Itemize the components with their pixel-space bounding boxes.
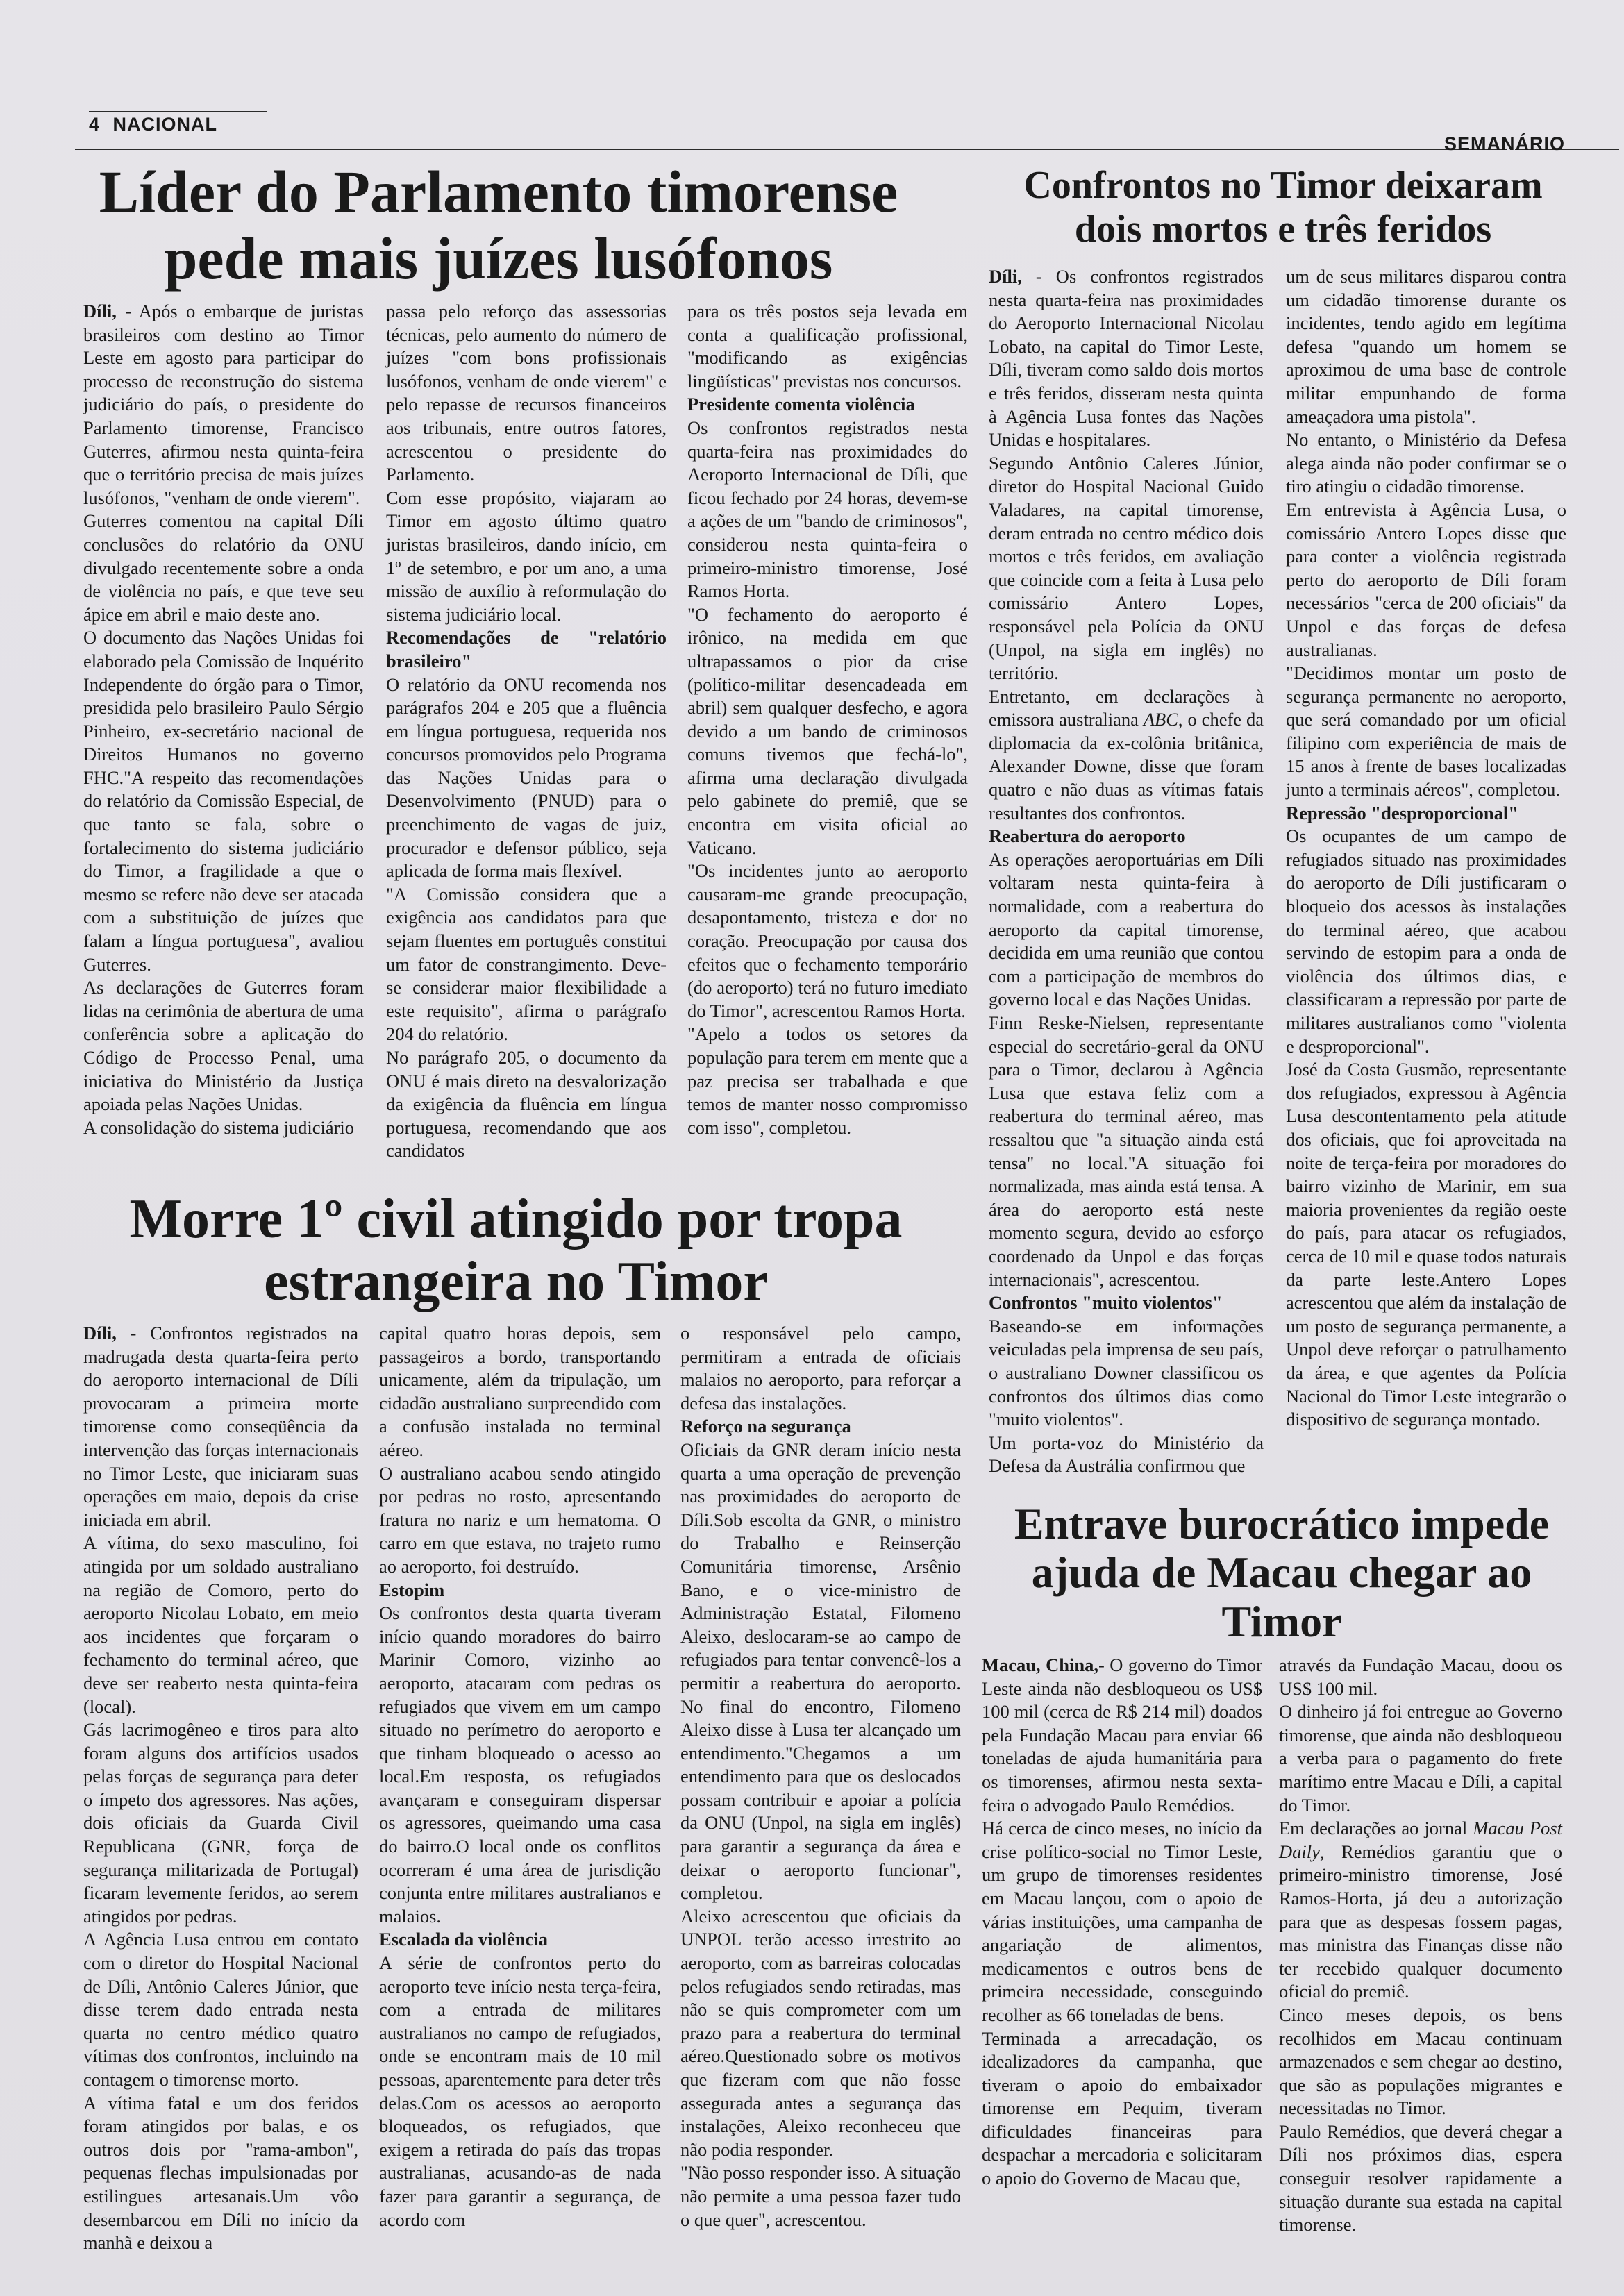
paragraph xyxy=(83,1532,358,1718)
article-1-col-1 xyxy=(83,300,364,1139)
paragraph-text: o responsável pelo campo, permitiram a entrada de oficiais malaios no aeroporto, para reforçar a defesa das instalações. xyxy=(680,1323,961,1414)
article-1-col-2 xyxy=(386,300,667,1163)
paragraph xyxy=(379,1952,661,2231)
article-2-col-1 xyxy=(989,265,1264,1478)
paragraph-text: Guterres comentou na capital Díli conclusões do relatório da ONU divulgado recentemente sobre a onda de violência no país, e que teve seu ápice em abril e maio deste ano. xyxy=(83,510,364,625)
paragraph-text: José da Costa Gusmão, representante dos refugiados, expressou à Agência Lusa descontentamento pela atitude dos oficiais, que foi aproveitada na noite de terça-feira por moradores do bairro vizinho de Marinir, em sua maioria provenientes da região oeste do país, para atacar os refugiados, cerca de 10 mil e quase todos naturais da parte leste.Antero Lopes acrescentou que além da instalação de um posto de segurança permanente, a Unpol deve reforçar o patrulhamento da área, e que agentes da Polícia Nacional do Timor Leste integrarão o dispositivo de segurança montado. xyxy=(1286,1059,1566,1430)
paragraph xyxy=(1286,825,1566,1058)
paragraph xyxy=(989,452,1264,685)
headline-line: dois mortos e três feridos xyxy=(1074,207,1492,251)
paragraph xyxy=(379,1462,661,1579)
paragraph-text: A consolidação do sistema judiciário xyxy=(83,1116,355,1138)
paragraph-text: - Confrontos registrados na madrugada desta quarta-feira perto do aeroporto internacional de Díli provocaram a primeira morte timorense como conseqüência da intervenção das forças internacionais no Timor Leste, que iniciaram suas operações em maio, depois da crise iniciada em abril. xyxy=(83,1323,358,1530)
paragraph-text: A vítima fatal e um dos feridos foram atingidos por balas, e os outros dois por "rama-ambon", pequenas flechas impulsionadas por estilingues artesanais.Um vôo desembarcou em Díli no início da manhã e deixou a xyxy=(83,2092,358,2254)
paragraph-text: A Agência Lusa entrou em contato com o diretor do Hospital Nacional de Díli, Antônio Caleres Júnior, que disse terem dado entrada nesta quarta no centro médico quatro vítimas dos confrontos, incluindo na contagem o timorense morto. xyxy=(83,1929,358,2090)
paragraph xyxy=(989,265,1264,452)
paragraph-text: Reabertura do aeroporto xyxy=(989,826,1186,847)
paragraph-text: , o chefe da diplomacia da ex-colônia britânica, Alexander Downe, disse que foram quatro e não duas as vítimas fatais resultantes dos confrontos. xyxy=(989,709,1264,823)
paragraph xyxy=(989,848,1264,1012)
paragraph xyxy=(989,1315,1264,1432)
paragraph-text: Repressão "desproporcional" xyxy=(1286,802,1518,823)
paragraph-text: Entretanto, em declarações à emissora australiana xyxy=(989,685,1264,730)
paragraph xyxy=(83,300,364,510)
paragraph-text: Em declarações ao jornal xyxy=(1279,1818,1473,1839)
masthead: SEMANÁRIO xyxy=(1443,133,1565,154)
paragraph-text: um de seus militares disparou contra um cidadão timorense durante os incidentes, tendo agido em legítima defesa "quando um homem se aproximou de uma base de controle militar empunhando de forma ameaçadora uma pistola". xyxy=(1286,266,1566,427)
paragraph xyxy=(680,1439,961,1905)
paragraph xyxy=(687,603,968,860)
paragraph-text: Reforço na segurança xyxy=(680,1416,851,1437)
paragraph-text: O dinheiro já foi entregue ao Governo timorense, que ainda não desbloqueou a verba para o pagamento do frete marítimo entre Macau e Díli, a capital do Timor. xyxy=(1279,1701,1562,1816)
headline-line: Líder do Parlamento timorense xyxy=(99,158,898,225)
paragraph-text: "Decidimos montar um posto de segurança permanente no aeroporto, que será comandado por um oficial filipino com experiência de mais de 15 anos à frente de bases localizadas junto a terminais aéreos", completou. xyxy=(1286,662,1566,801)
paragraph-text: Os ocupantes de um campo de refugiados situado nas proximidades do aeroporto de Díli justificaram o bloqueio dos acessos às instalações do terminal aéreo, que acabou servindo de estopim para a onda de violência dos últimos dias, e classificaram a repressão por parte de militares australianos como "violenta e desproporcional". xyxy=(1286,826,1566,1057)
paragraph-text: Presidente comenta violência xyxy=(687,394,915,415)
paragraph-text: Terminada a arrecadação, os idealizadores da campanha, que tiveram o apoio do embaixador timorense em Pequim, tiveram dificuldades financeiras para despachar a mercadoria e solicitaram o apoio do Governo de Macau que, xyxy=(982,2027,1262,2189)
dateline: Macau, China, xyxy=(982,1654,1098,1675)
page-number: 4 xyxy=(89,114,101,135)
subheading xyxy=(1286,802,1566,826)
italic-name: ABC xyxy=(1143,709,1178,730)
article-1-col-3 xyxy=(687,300,968,1139)
paragraph-text: "Não posso responder isso. A situação não permite a uma pessoa fazer tudo o que quer", acrescentou. xyxy=(680,2162,961,2230)
paragraph-text: As declarações de Guterres foram lidas na cerimônia de abertura de uma conferência sobre a aplicação do Código de Processo Penal, uma iniciativa do Ministério da Justiça apoiada pelas Nações Unidas. xyxy=(83,977,364,1115)
paragraph-text: capital quatro horas depois, sem passageiros a bordo, transportando unicamente, além da tripulação, um cidadão australiano surpreendido com a confusão instalada no terminal aéreo. xyxy=(379,1323,661,1460)
headline-line: Entrave burocrático impede xyxy=(1014,1499,1550,1548)
paragraph xyxy=(1286,1058,1566,1432)
paragraph-text: Gás lacrimogêneo e tiros para alto foram alguns dos artifícios usados pelas forças de segurança para deter o ímpeto dos agressores. Nas ações, dois oficiais da Guarda Civil Republicana (GNR, força de segurança militarizada de Portugal) ficaram levemente feridos, ao serem atingidos por pedras. xyxy=(83,1719,358,1927)
paragraph xyxy=(680,2161,961,2231)
paragraph xyxy=(1279,1700,1562,1817)
paragraph xyxy=(386,883,667,1046)
paragraph xyxy=(687,300,968,393)
article-4-col-1 xyxy=(982,1654,1262,2190)
paragraph-text: A série de confrontos perto do aeroporto teve início nesta terça-feira, com a entrada de militares australianos no campo de refugiados, onde se encontram mais de 10 mil pessoas, aparentemente para deter três delas.Com os acessos ao aeroporto bloqueados, os refugiados, que exigem a retirada do país das tropas australianas, acusando-as de nada fazer para garantir a segurança, de acordo com xyxy=(379,1952,661,2230)
paragraph-text: Em entrevista à Agência Lusa, o comissário Antero Lopes disse que para conter a violência registrada perto do aeroporto de Díli foram necessários "cerca de 200 oficiais" da Unpol e das forças de defesa australianas. xyxy=(1286,498,1566,660)
headline-line: Confrontos no Timor deixaram xyxy=(1023,164,1543,207)
subheading xyxy=(989,825,1264,848)
paragraph xyxy=(83,1718,358,1928)
paragraph-text: Aleixo acrescentou que oficiais da UNPOL terão acesso irrestrito ao aeroporto, com as barreiras colocadas pelos refugiados sendo retiradas, mas não se quis comprometer com um prazo para a reabertura do terminal aéreo.Questionado sobre os motivos que fizeram com que não fosse assegurada antes a segurança das instalações, Aleixo reconheceu que não podia responder. xyxy=(680,1905,961,2160)
subheading xyxy=(680,1415,961,1439)
paragraph xyxy=(687,417,968,603)
header-rule xyxy=(75,149,1507,150)
subheading xyxy=(989,1291,1264,1315)
article-2-col-2 xyxy=(1286,265,1566,1432)
paragraph xyxy=(680,1322,961,1415)
subheading xyxy=(687,393,968,417)
paragraph-text: Cinco meses depois, os bens recolhidos em Macau continuam armazenados e sem chegar ao destino, que são as populações migrantes e necessitadas no Timor. xyxy=(1279,2004,1562,2119)
paragraph-text: As operações aeroportuárias em Díli voltaram nesta quinta-feira à normalidade, com a reabertura do aeroporto da capital timorense, decidida em uma reunião que contou com a participação de membros do governo local e das Nações Unidas. xyxy=(989,848,1264,1010)
headline-line: estrangeira no Timor xyxy=(264,1250,768,1312)
paragraph xyxy=(83,1928,358,2091)
dateline: Díli, xyxy=(989,266,1022,287)
paragraph-text: Finn Reske-Nielsen, representante especial do secretário-geral da ONU para o Timor, declarou à Agência Lusa que estava feliz com a reabertura do terminal aéreo, mas ressaltou que "a situação ainda está tensa" no local."A situação foi normalizada, mas ainda está tensa. A área do aeroporto está neste momento segura, devido ao esforço coordenado da Unpol e das forças internacionais", acrescentou. xyxy=(989,1012,1264,1290)
paragraph-text: A vítima, do sexo masculino, foi atingida por um soldado australiano na região de Comoro, perto do aeroporto Nicolau Lobato, em meio aos incidentes que forçaram o fechamento do terminal aéreo, que deve ser reaberto nesta quinta-feira (local). xyxy=(83,1532,358,1717)
headline-line: Morre 1º civil atingido por tropa xyxy=(129,1189,903,1250)
paragraph xyxy=(83,1116,364,1140)
section-name: NACIONAL xyxy=(112,114,218,135)
paragraph-text: Os confrontos registrados nesta quarta-feira nas proximidades do Aeroporto Internacional de Díli, que ficou fechado por 24 horas, devem-se a ações de um "bando de criminosos", considerou nesta quinta-feira o primeiro-ministro timorense, José Ramos Horta. xyxy=(687,417,968,602)
paragraph-text: Segundo Antônio Caleres Júnior, diretor do Hospital Nacional Guido Valadares, na capital timorense, deram entrada no centro médico dois mortos e três feridos, em avaliação que coincide com a feita à Lusa pelo comissário Antero Lopes, responsável pela Polícia da ONU (Unpol, na sigla em inglês) no território. xyxy=(989,452,1264,684)
paragraph xyxy=(1286,265,1566,428)
paragraph xyxy=(1286,498,1566,662)
paragraph-text: Há cerca de cinco meses, no início da crise político-social no Timor Leste, um grupo de timorenses residentes em Macau lançou, com o apoio de várias instituições, uma campanha de angariação de alimentos, medicamentos e outros bens de primeira necessidade, conseguindo recolher as 66 toneladas de bens. xyxy=(982,1818,1262,2025)
paragraph-text: Um porta-voz do Ministério da Defesa da Austrália confirmou que xyxy=(989,1432,1264,1477)
paragraph-text: - O governo do Timor Leste ainda não desbloqueou os US$ 100 mil (cerca de R$ 214 mil) doados pela Fundação Macau para enviar 66 toneladas de ajuda humanitária para os timorenses, afirmou nesta sexta-feira o advogado Paulo Remédios. xyxy=(982,1654,1262,1816)
subheading xyxy=(379,1928,661,1952)
page-header xyxy=(89,114,217,135)
paragraph xyxy=(1286,428,1566,498)
paragraph xyxy=(83,510,364,626)
paragraph-text: "A Comissão considera que a exigência aos candidatos para que sejam fluentes em português constitui um fator de constrangimento. Deve-se considerar maior flexibilidade a este requisito", afirma o parágrafo 204 do relatório. xyxy=(386,883,667,1045)
paragraph xyxy=(83,1322,358,1532)
paragraph xyxy=(386,300,667,487)
paragraph xyxy=(386,1046,667,1163)
paragraph xyxy=(680,1905,961,2162)
article-3-col-1 xyxy=(83,1322,358,2255)
paragraph-text: passa pelo reforço das assessorias técnicas, pelo aumento do número de juízes "com bons profissionais lusófonos, venham de onde vierem" e pelo repasse de recursos financeiros aos tribunais, entre outros fatores, acrescentou o presidente do Parlamento. xyxy=(386,301,667,485)
paragraph-text: através da Fundação Macau, doou os US$ 100 mil. xyxy=(1279,1654,1562,1699)
paragraph xyxy=(982,1654,1262,1817)
article-2-headline xyxy=(986,164,1580,251)
paragraph xyxy=(989,1012,1264,1291)
paragraph xyxy=(83,626,364,976)
dateline: Díli, xyxy=(83,301,117,321)
paragraph xyxy=(687,1023,968,1139)
paragraph xyxy=(386,487,667,627)
headline-line: pede mais juízes lusófonos xyxy=(164,225,833,292)
article-4-col-2 xyxy=(1279,1654,1562,2237)
paragraph-text: "Os incidentes junto ao aeroporto causaram-me grande preocupação, desapontamento, tristeza e dor no coração. Preocupação por causa dos efeitos que o fechamento temporário (do aeroporto) terá no futuro imediato do Timor", acrescentou Ramos Horta. xyxy=(687,860,968,1021)
paragraph xyxy=(83,2092,358,2255)
paragraph xyxy=(982,2027,1262,2190)
paragraph-text: O australiano acabou sendo atingido por pedras no rosto, apresentando fratura no nariz e um hematoma. O carro em que estava, no trajeto rumo ao aeroporto, foi destruído. xyxy=(379,1462,661,1577)
paragraph-text: para os três postos seja levada em conta a qualificação profissional, "modificando as exigências lingüísticas" previstas nos concursos. xyxy=(687,301,968,392)
headline-line: ajuda de Macau chegar ao xyxy=(1031,1548,1532,1598)
paragraph-text: No entanto, o Ministério da Defesa alega ainda não poder confirmar se o tiro atingiu o cidadão timorense. xyxy=(1286,429,1566,497)
article-3-headline xyxy=(75,1189,957,1313)
article-3-col-2 xyxy=(379,1322,661,2231)
italic-name: Macau Post Daily xyxy=(1279,1818,1562,1862)
paragraph xyxy=(83,976,364,1116)
subheading xyxy=(379,1579,661,1602)
paragraph-text: - Os confrontos registrados nesta quarta-feira nas proximidades do Aeroporto Internacional Nicolau Lobato, na capital do Timor Leste, Díli, tiveram como saldo dois mortos e três feridos, disseram nesta quinta à Agência Lusa fontes das Nações Unidas e hospitalares. xyxy=(989,266,1264,451)
paragraph xyxy=(1279,2120,1562,2237)
paragraph-text: Oficiais da GNR deram início nesta quarta a uma operação de prevenção nas proximidades do aeroporto de Díli.Sob escolta da GNR, o ministro do Trabalho e Reinserção Comunitária timorense, Arsênio Bano, e o vice-ministro de Administração Estatal, Filomeno Aleixo, deslocaram-se ao campo de refugiados para tentar convencê-los a permitir a reabertura do aeroporto. No final do encontro, Filomeno Aleixo disse à Lusa ter alcançado um entendimento."Chegamos a um entendimento para que os deslocados possam contribuir e apoiar a polícia da ONU (Unpol, na sigla em inglês) para garantir a segurança da área e deixar o aeroporto funcionar", completou. xyxy=(680,1439,961,1904)
paragraph-text: Estopim xyxy=(379,1579,445,1600)
paragraph-text: No parágrafo 205, o documento da ONU é mais direto na desvalorização da exigência da fluência em língua portuguesa, recomendando que aos candidatos xyxy=(386,1047,667,1162)
article-4-headline xyxy=(983,1500,1580,1646)
article-1-headline xyxy=(75,158,922,292)
paragraph-text: Os confrontos desta quarta tiveram início quando moradores do bairro Marinir Comoro, vizinho ao aeroporto, atacaram com pedras os refugiados que vivem em um campo situado no perímetro do aeroporto e que tinham bloqueado o acesso ao local.Em resposta, os refugiados avançaram e conseguiram dispersar os agressores, queimando uma casa do bairro.O local onde os conflitos ocorreram é uma área de jurisdição conjunta entre militares australianos e malaios. xyxy=(379,1602,661,1927)
paragraph xyxy=(687,860,968,1023)
paragraph xyxy=(1279,1654,1562,1700)
paragraph-text: Recomendações de "relatório brasileiro" xyxy=(386,627,667,671)
paragraph xyxy=(1286,662,1566,802)
paragraph-text: , Remédios garantiu que o primeiro-ministro timorense, José Ramos-Horta, já deu a autorização para que as despesas fossem pagas, mas ministra das Finanças disse não ter recebido qualquer documento oficial do premiê. xyxy=(1279,1841,1562,2002)
article-3-col-3 xyxy=(680,1322,961,2231)
section-top-rule xyxy=(89,111,267,112)
paragraph-text: Paulo Remédios, que deverá chegar a Díli nos próximos dias, espera conseguir resolver rapidamente a situação durante sua estada na capital timorense. xyxy=(1279,2120,1562,2236)
paragraph xyxy=(379,1322,661,1462)
paragraph-text: O documento das Nações Unidas foi elaborado pela Comissão de Inquérito Independente do órgão para o Timor, presidida pelo brasileiro Paulo Sérgio Pinheiro, ex-secretário nacional de Direitos Humanos no governo FHC."A respeito das recomendações do relatório da Comissão Especial, de que tanto se fala, sobre o fortalecimento do sistema judiciário do Timor, a fragilidade a que o mesmo se refere não deve ser atacada com a substituição de juízes que falam a língua portuguesa", avaliou Guterres. xyxy=(83,627,364,975)
paragraph-text: Com esse propósito, viajaram ao Timor em agosto último quatro juristas brasileiros, dando início, em 1º de setembro, e por um ano, a uma missão de auxílio à reformulação do sistema judiciário local. xyxy=(386,487,667,625)
paragraph xyxy=(982,1817,1262,2027)
paragraph xyxy=(386,673,667,883)
headline-line: Timor xyxy=(1221,1596,1342,1646)
paragraph-text: O relatório da ONU recomenda nos parágrafos 204 e 205 que a fluência em língua portuguesa, requerida nos concursos promovidos pelo Programa das Nações Unidas para o Desenvolvimento (PNUD) para o preenchimento de vagas de juiz, procurador e defensor público, seja aplicada de forma mais flexível. xyxy=(386,673,667,882)
subheading xyxy=(386,626,667,673)
paragraph-text: Escalada da violência xyxy=(379,1929,548,1950)
paragraph xyxy=(989,1432,1264,1478)
paragraph-text: "O fechamento do aeroporto é irônico, na medida em que ultrapassamos o pior da crise (político-militar desencadeada em abril) sem qualquer desfecho, e agora devido a um bando de criminosos comuns tivemos que fechá-lo", afirma uma declaração divulgada pelo gabinete do premiê, que se encontra em visita oficial ao Vaticano. xyxy=(687,603,968,858)
paragraph xyxy=(1279,1817,1562,2004)
dateline: Díli, xyxy=(83,1323,117,1343)
paragraph xyxy=(379,1602,661,1928)
paragraph-text: - Após o embarque de juristas brasileiros com destino ao Timor Leste em agosto para participar do processo de reconstrução do sistema judiciário do país, o presidente do Parlamento timorense, Francisco Guterres, afirmou nesta quinta-feira que o território precisa de mais juízes lusófonos, "venham de onde vierem". xyxy=(83,301,364,508)
paragraph-text: Baseando-se em informações veiculadas pela imprensa de seu país, o australiano Downer classificou os confrontos dos últimos dias como "muito violentos". xyxy=(989,1315,1264,1430)
paragraph-text: Confrontos "muito violentos" xyxy=(989,1292,1223,1314)
paragraph xyxy=(989,685,1264,826)
paragraph xyxy=(1279,2004,1562,2120)
paragraph-text: "Apelo a todos os setores da população para terem em mente que a paz precisa ser trabalhada e que temos de manter nosso compromisso com isso", completou. xyxy=(687,1023,968,1138)
